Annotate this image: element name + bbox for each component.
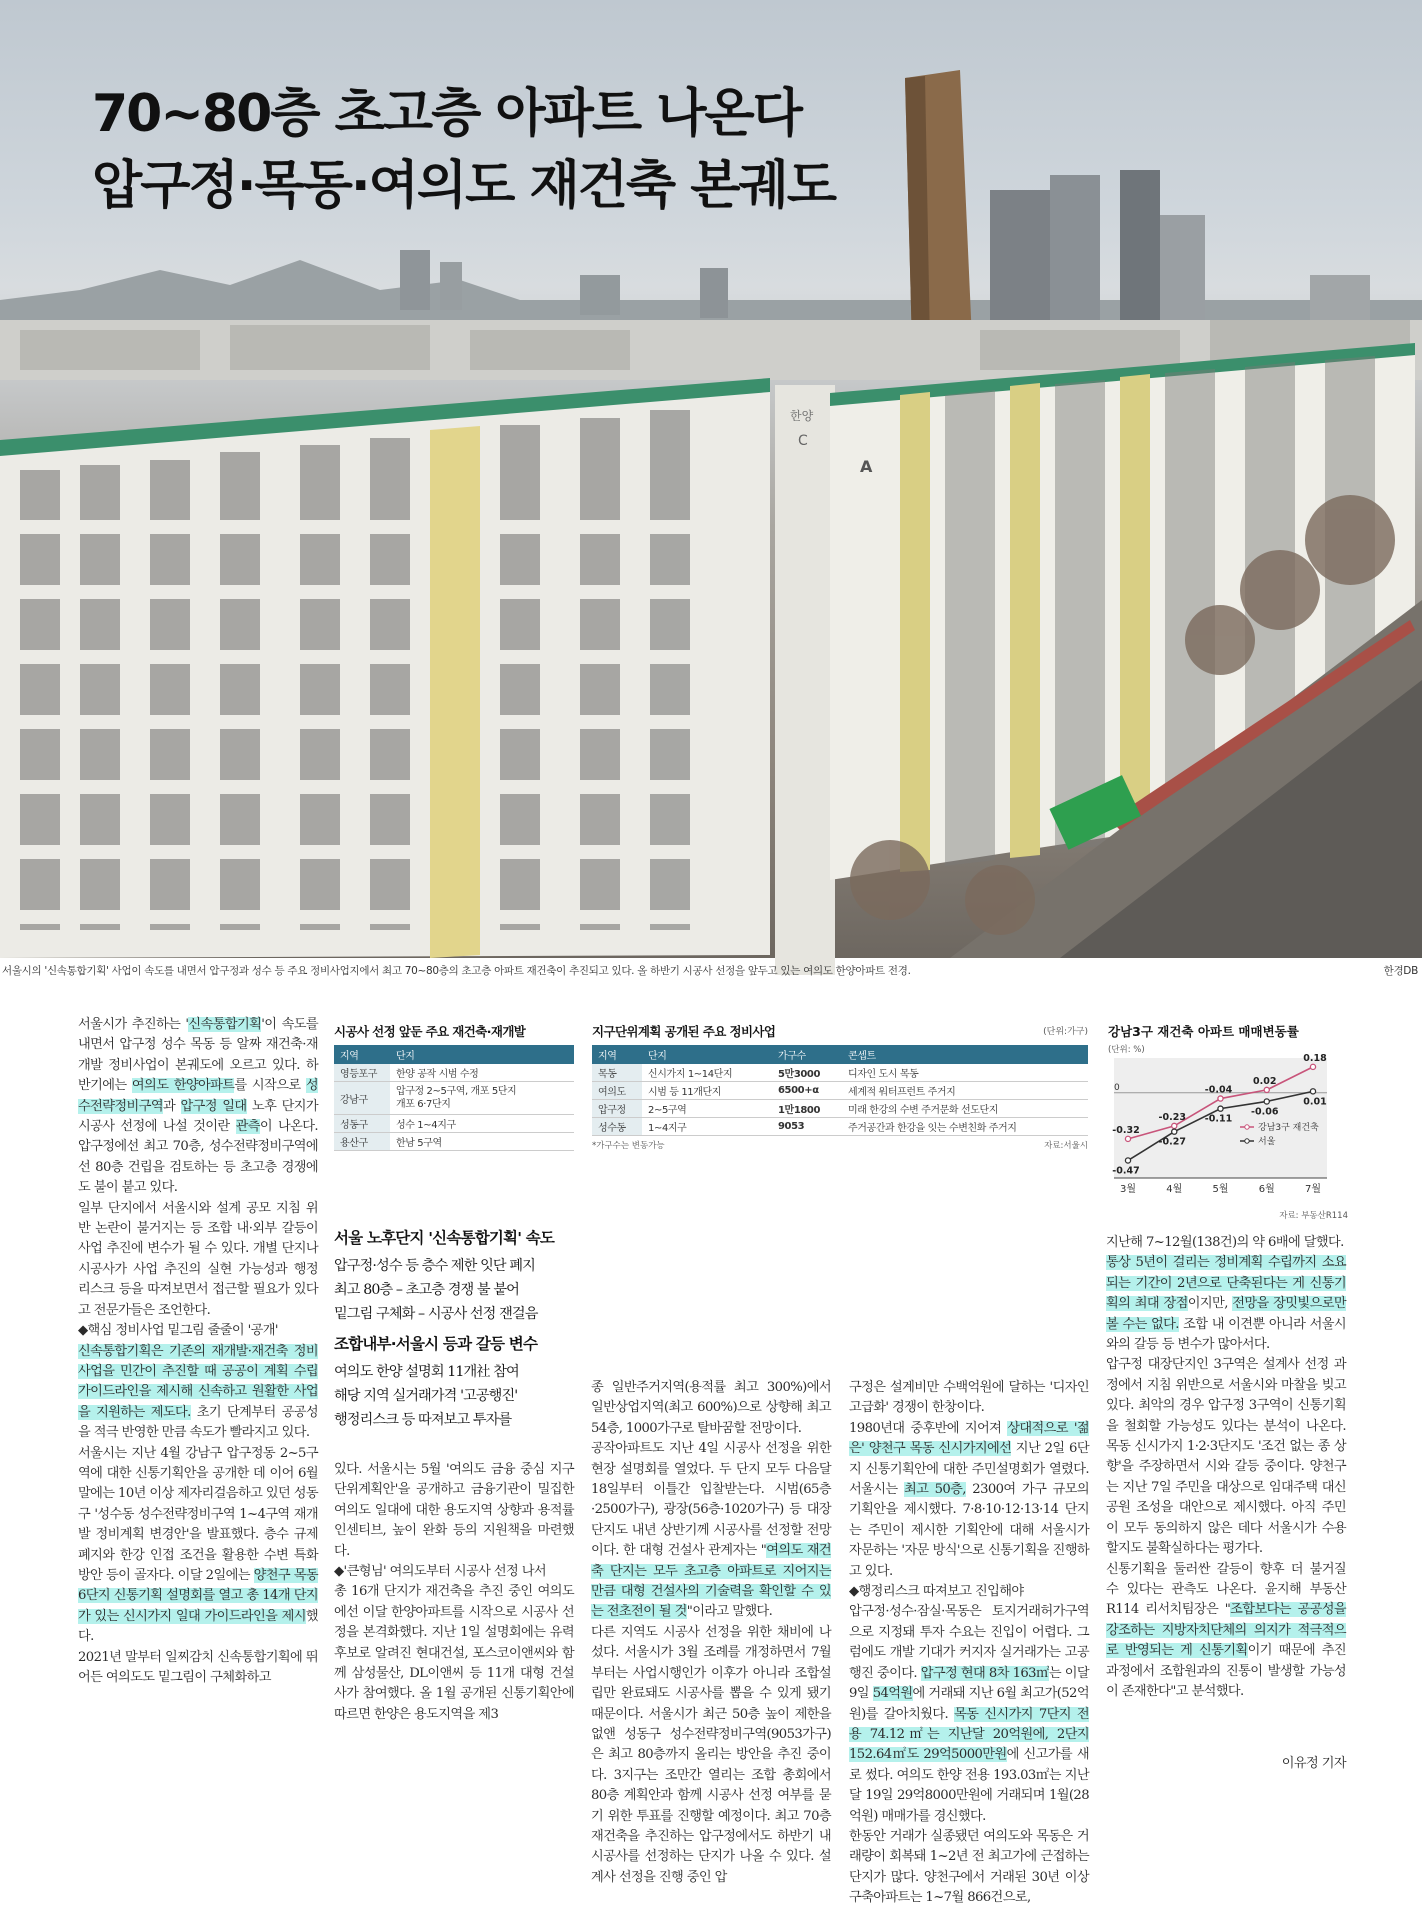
body-text: 지난해 7~12월(138건)의 약 6배에 달했다. (1106, 1235, 1344, 1250)
photo-caption (0, 960, 1422, 982)
chart-data-label: -0.27 (1158, 1136, 1186, 1148)
building-mark-c: C (798, 433, 808, 449)
chart-data-label: 0.18 (1303, 1052, 1327, 1064)
body-text: "이라고 말했다. (686, 1604, 773, 1620)
table-cell: 강남구 (334, 1082, 390, 1115)
highlighted-text: 여의도 재건축 단지는 모두 초고층 아파트로 지어지는 만큼 대형 건설사의 기술력을 확인할 수 있는 전초전이 될 것 (591, 1543, 831, 1620)
subhead-a-line: 밑그림 구체화 – 시공사 선정 잰걸음 (334, 1306, 538, 1322)
table-cell: 신시가지 1~14단지 (642, 1064, 772, 1082)
chart-point (1125, 1158, 1130, 1163)
chart-data-label: 0.02 (1253, 1075, 1277, 1087)
body-text: 1980년대 중후반에 지어져 (849, 1420, 1008, 1436)
legend-marker (1245, 1125, 1249, 1129)
subhead-a-line: 압구정·성수 등 층수 제한 잇단 폐지 (334, 1258, 535, 1274)
chart-title: 강남3구 재건축 아파트 매매변동률 (1108, 1024, 1299, 1039)
table-cell: 1만1800 (772, 1100, 842, 1118)
table-cell: 5만3000 (772, 1064, 842, 1082)
photo-credit: 한경DB (1383, 965, 1418, 977)
table-cell: 여의도 (592, 1082, 642, 1100)
building-mark-hanyang: 한양 (790, 409, 814, 423)
chart-zero-label: 0 (1114, 1082, 1120, 1093)
body-text: 압구정·성수·잠실·목동은 토지거래허가구역으로 지정돼 투자 수요는 진입이 어렵다. 그럼에도 개발 기대가 커지자 실거래가는 고공행진 중이다. (849, 1604, 1089, 1681)
body-text: 이 나온다. 압구정에선 최고 70층, 성수전략정비구역에선 80층 건립을 검토하는 등 초고층 경쟁에도 불이 붙고 있다. (78, 1119, 318, 1196)
body-text: 종 일반주거지역(용적률 최고 300%)에서 일반상업지역(최고 600%)으로 상향해 최고 54층, 1000가구로 탈바꿈할 전망이다. (591, 1380, 831, 1436)
table-cell: 미래 한강의 수변 주거문화 선도단지 (842, 1100, 1088, 1118)
headline-line-1: 70~80층 초고층 아파트 나온다 (92, 84, 801, 144)
table-2-title: 지구단위계획 공개된 주요 정비사업 (592, 1024, 776, 1039)
table-cell: 9053 (772, 1118, 842, 1136)
legend-label: 서울 (1258, 1137, 1276, 1147)
highlighted-text: 관측 (235, 1119, 260, 1135)
table-contractor-selection (334, 1022, 574, 1151)
highlighted-text: 압구정 현대 8차 163㎡ (920, 1665, 1049, 1681)
chart-source: 자료: 부동산R114 (1279, 1211, 1348, 1221)
article-column-3 (591, 1378, 831, 1888)
table-2-header: 콘셉트 (842, 1045, 1088, 1064)
table-2-note: *가구수는 변동가능 (592, 1141, 665, 1151)
highlighted-text: 상대적으로 '젊은' 양천구 목동 신시가지에선 (849, 1420, 1089, 1457)
body-text: 초기 단계부터 공공성을 적극 반영한 만큼 속도가 빨라지고 있다. (78, 1404, 319, 1441)
table-row (334, 1133, 574, 1151)
chart-data-label: -0.47 (1112, 1165, 1140, 1177)
table-row (592, 1082, 1088, 1100)
table-cell: 1~4지구 (642, 1118, 772, 1136)
body-text: 는 이달 9일 (849, 1665, 1089, 1702)
body-text: 서울시가 추진하는 ' (78, 1017, 189, 1032)
chart-unit-label: (단위: %) (1108, 1045, 1145, 1055)
article-column-5 (1106, 1233, 1346, 1702)
chart-x-tick-label: 6월 (1258, 1184, 1275, 1195)
body-text: 공작아파트도 지난 4일 시공사 선정을 위한 현장 설명회를 열었다. 두 단지 모두 다음달 18일부터 이틀간 입찰받는다. 시범(65층·2500가구), 광장(56층·1020가구) 등 대장 단지도 내년 상반기께 시공사를 선정할 전망이다. 한 대형 건설사 관계자는 " (591, 1441, 831, 1559)
body-text: 이지만, (1187, 1296, 1233, 1312)
table-2-source: 자료:서울시 (1044, 1141, 1088, 1151)
chart-data-label: -0.23 (1158, 1111, 1186, 1123)
body-text: 조합 내 이견뿐 아니라 서울시와의 갈등 등 변수가 많아서다. (1106, 1316, 1346, 1353)
subhead-b-line: 여의도 한양 설명회 11개社 참여 (334, 1364, 519, 1380)
highlighted-text: 54억원 (872, 1686, 913, 1702)
building-mark-a: A (860, 457, 873, 476)
table-cell: 시범 등 11개단지 (642, 1082, 772, 1100)
body-text: ◆핵심 정비사업 밑그림 줄줄이 '공개' (78, 1323, 278, 1339)
chart-data-label: -0.32 (1112, 1124, 1140, 1136)
body-text: 를 시작으로 (234, 1078, 306, 1094)
chart-point (1218, 1096, 1223, 1101)
table-cell: 용산구 (334, 1133, 390, 1151)
legend-label: 강남3구 재건축 (1258, 1123, 1319, 1133)
subhead-a-sub (334, 1254, 578, 1326)
byline: 이유정 기자 (1281, 1756, 1346, 1771)
chart-x-tick-label: 4월 (1166, 1184, 1183, 1195)
table-cell: 2~5구역 (642, 1100, 772, 1118)
table-cell: 세계적 워터프런트 주거지 (842, 1082, 1088, 1100)
body-text: 에 거래돼 지난 6월 최고가(52억원)를 갈아치웠다. (849, 1686, 1089, 1722)
body-text: 했다. (78, 1608, 318, 1645)
body-text: 노후 단지가 시공사 선정에 나설 것이란 (78, 1098, 318, 1135)
table-cell: 한남 5구역 (390, 1133, 574, 1151)
body-text: '이 속도를 내면서 압구정 성수 목동 등 알짜 재건축·재개발 정비사업이 본궤도에 오르고 있다. 하반기에는 (78, 1017, 318, 1094)
table-cell: 성수동 (592, 1118, 642, 1136)
chart-point (1125, 1136, 1130, 1141)
highlighted-text: 압구정 일대 (180, 1098, 247, 1114)
subhead-b (334, 1332, 578, 1432)
chart-data-label: -0.06 (1251, 1106, 1279, 1118)
chart-point (1172, 1129, 1177, 1134)
chart-svg (1108, 1022, 1348, 1222)
table-row (592, 1064, 1088, 1082)
table-1-header: 지역 (334, 1045, 390, 1064)
chart-point (1218, 1106, 1223, 1111)
table-row (592, 1118, 1088, 1136)
body-text: 신통기획을 둘러싼 갈등이 향후 더 불거질 수 있다는 관측도 나온다. 윤지해 부동산R114 리서치팀장은 " (1106, 1561, 1346, 1618)
article-column-2 (334, 1460, 574, 1725)
chart-point (1310, 1089, 1315, 1094)
table-2-unit: (단위:가구) (1043, 1027, 1088, 1037)
table-cell: 6500+α (772, 1082, 842, 1100)
body-text: 이기 때문에 추진 과정에서 조합원과의 진통이 발생할 가능성이 존재한다"고 분석했다. (1106, 1643, 1346, 1699)
table-row (334, 1082, 574, 1115)
body-text: 에 신고가를 새로 썼다. 여의도 한양 전용 193.03㎡는 지난달 19일 29억8000만원에 거래되며 1월(28억원) 매매가를 경신했다. (849, 1747, 1089, 1824)
table-1 (334, 1045, 574, 1151)
price-change-chart (1108, 1022, 1348, 1222)
body-text: 총 16개 단지가 재건축을 추진 중인 여의도에선 이달 한양아파트를 시작으로 시공사 선정을 본격화했다. 지난 1일 설명회에는 유력 후보로 알려진 현대건설, 포스코이앤씨와 함께 삼성물산, DL이앤씨 등 11개 대형 건설사가 참여했다. 올 1월 공개된 신통기획안에 따르면 한양은 용도지역을 제3 (334, 1584, 574, 1722)
body-text: 2021년 말부터 일찌감치 신속통합기획에 뛰어든 여의도도 밑그림이 구체화하고 (78, 1649, 318, 1685)
body-text: 일부 단지에서 서울시와 설계 공모 지침 위반 논란이 불거지는 등 조합 내·외부 갈등이 사업 추진에 변수가 될 수 있다. 개별 단지나 시공사가 사업 추진의 실현 가능성과 행정 리스크 등을 따져보면서 접근할 필요가 있다고 전문가들은 조언한다. (78, 1200, 318, 1318)
caption-text: 서울시의 '신속통합기획' 사업이 속도를 내면서 압구정과 성수 등 주요 정비사업지에서 최고 70~80층의 초고층 아파트 재건축이 추진되고 있다. 올 하반기 시공사 선정을 앞두고 있는 여의도 한양아파트 전경. (2, 965, 911, 977)
table-cell: 성수 1~4지구 (390, 1115, 574, 1133)
body-text: 다른 지역도 시공사 선정을 위한 채비에 나섰다. 서울시가 3월 조례를 개정하면서 7월부터는 사업시행인가 이후가 아니라 조합설립만 완료돼도 시공사를 뽑을 수 있게 됐기 때문이다. 서울시가 최근 50층 높이 제한을 없앤 성동구 성수전략정비구역(9053가구)은 최고 80층까지 올리는 방안을 추진 중이다. 3지구는 조만간 열리는 조합 총회에서 80층 계획안과 함께 시공사 선정 여부를 묻기 위한 투표를 진행할 예정이다. 최고 70층 재건축을 추진하는 압구정에서도 하반기 내 시공사를 선정하는 단지가 나올 수 있다. 설계사 선정을 진행 중인 압 (591, 1624, 831, 1885)
table-district-plans (592, 1022, 1088, 1150)
subhead-b-main: 조합내부·서울시 등과 갈등 변수 (334, 1335, 538, 1353)
body-text: 압구정 대장단지인 3구역은 설계사 선정 과정에서 지침 위반으로 서울시와 마찰을 빚고 있다. 최악의 경우 압구정 3구역이 신통기획을 철회할 가능성도 있다는 분석이 나온다. 목동 신시가지 1·2·3단지도 '조건 없는 종 상향'을 주장하면서 시와 갈등 중이다. 양천구는 지난 7일 주민을 대상으로 임대주택 대신 공원 조성을 대안으로 제시했다. 아직 주민이 모두 동의하지 않은 데다 서울시가 수용할지도 불확실하다는 평가다. (1106, 1357, 1346, 1557)
body-text: 2300여 가구 규모의 기획안을 제시했다. 7·8·10·12·13·14 단지는 주민이 제시한 기획안에 대해 서울시가 자문하는 '자문 방식'으로 신통기획을 진행하고 있다. (849, 1482, 1090, 1579)
highlighted-text: 양천구 목동 6단지 신통기획 설명회를 열고 총 14개 단지가 있는 신시가지 일대 가이드라인을 제시 (78, 1567, 318, 1624)
subhead-b-line: 행정리스크 등 따져보고 투자를 (334, 1412, 512, 1428)
chart-data-label: -0.11 (1204, 1113, 1233, 1125)
table-2 (592, 1045, 1088, 1136)
table-cell: 영등포구 (334, 1064, 390, 1082)
body-text: 있다. 서울시는 5월 '여의도 금융 중심 지구단위계획안'을 공개하고 금융기관이 밀집한 여의도 일대에 대한 용도지역 상향과 용적률 인센티브, 높이 완화 등의 지원책을 마련했다. (334, 1462, 574, 1559)
headline (92, 78, 835, 222)
chart-x-tick-label: 5월 (1212, 1184, 1229, 1195)
subhead-a-line: 최고 80층 – 초고층 경쟁 불 붙어 (334, 1282, 519, 1298)
chart-data-label: -0.04 (1204, 1084, 1233, 1096)
table-cell: 압구정 (592, 1100, 642, 1118)
table-cell: 디자인 도시 목동 (842, 1064, 1088, 1082)
body-text: 서울시는 지난 4월 강남구 압구정동 2~5구역에 대한 신통기획안을 공개한 데 이어 6월 말에는 10년 이상 제자리걸음하고 있던 성동구 '성수동 성수전략정비구역 1~4구역 재개발 정비계획 변경안'을 발표했다. 층수 규제 폐지와 한강 인접 조건을 활용한 수변 특화 방안 등이 골자다. 이달 2일에는 (78, 1445, 318, 1583)
chart-point (1172, 1123, 1177, 1128)
table-row (334, 1115, 574, 1133)
body-text: ◆'큰형님' 여의도부터 시공사 선정 나서 (334, 1564, 547, 1580)
table-cell: 주거공간과 한강을 잇는 수변친화 주거지 (842, 1118, 1088, 1136)
chart-x-tick-label: 3월 (1119, 1184, 1137, 1195)
highlighted-text: 여의도 한양아파트 (131, 1078, 235, 1094)
chart-point (1264, 1087, 1269, 1092)
headline-line-2: 압구정·목동·여의도 재건축 본궤도 (92, 156, 835, 216)
table-2-header: 지역 (592, 1045, 642, 1064)
table-2-header: 단지 (642, 1045, 772, 1064)
chart-point (1310, 1064, 1315, 1069)
highlighted-text: 성수전략정비구역 (78, 1078, 318, 1114)
subhead-b-sub (334, 1360, 578, 1432)
byline-wrap (1106, 1752, 1346, 1774)
chart-point (1264, 1099, 1269, 1104)
chart-data-label: 0.01 (1303, 1096, 1327, 1108)
body-text: ◆행정리스크 따져보고 진입해야 (849, 1584, 1024, 1600)
subhead-a (334, 1226, 578, 1326)
highlighted-text: 최고 50층, (903, 1482, 966, 1498)
chart-x-tick-label: 7월 (1304, 1184, 1322, 1195)
body-text: 구정은 설계비만 수백억원에 달하는 '디자인 고급화' 경쟁이 한창이다. (849, 1380, 1089, 1416)
table-1-title: 시공사 선정 앞둔 주요 재건축·재개발 (334, 1024, 526, 1039)
table-cell: 성동구 (334, 1115, 390, 1133)
body-text: 과 (162, 1098, 181, 1114)
highlighted-text: 조합보다는 공공성을 강조하는 지방자치단체의 의지가 적극적으로 반영되는 게 신통기획 (1106, 1602, 1347, 1659)
table-row (334, 1064, 574, 1082)
subhead-b-line: 해당 지역 실거래가격 '고공행진' (334, 1388, 518, 1404)
highlighted-text: 신속통합기획 (188, 1017, 262, 1032)
table-2-header: 가구수 (772, 1045, 842, 1064)
table-cell: 한양 공작 시범 수정 (390, 1064, 574, 1082)
highlighted-text: 목동 신시가지 7단지 전용 74.12㎡는 지난달 20억원에, 2단지 152.64㎡도 29억5000만원 (849, 1706, 1089, 1763)
article-column-4 (849, 1378, 1089, 1909)
body-text: 지난 2일 6단지 신통기획안에 대한 주민설명회가 열렸다. 서울시는 (849, 1441, 1089, 1498)
table-row (592, 1100, 1088, 1118)
body-text: 한동안 거래가 실종됐던 여의도와 목동은 거래량이 회복돼 1~2년 전 최고가에 근접하는 단지가 많다. 양천구에서 거래된 30년 이상 구축아파트는 1~7월 866건으로, (849, 1828, 1089, 1906)
table-cell: 압구정 2~5구역, 개포 5단지 개포 6·7단지 (390, 1082, 574, 1115)
article-column-1 (78, 1015, 318, 1688)
highlighted-text: 통상 5년이 걸리는 정비계획 수립까지 소요되는 기간이 2년으로 단축된다는 게 신통기획의 최대 장점 (1106, 1255, 1346, 1312)
highlighted-text: 전망을 장밋빛으로만 볼 수는 없다. (1106, 1296, 1346, 1332)
table-cell: 목동 (592, 1064, 642, 1082)
highlighted-text: 신속통합기획은 기존의 재개발·재건축 정비사업을 민간이 추진할 때 공공이 계획 수립 가이드라인을 제시해 신속하고 원활한 사업을 지원하는 제도다. (78, 1343, 318, 1420)
table-1-header: 단지 (390, 1045, 574, 1064)
legend-marker (1245, 1139, 1249, 1143)
subhead-a-main: 서울 노후단지 '신속통합기획' 속도 (334, 1229, 555, 1247)
